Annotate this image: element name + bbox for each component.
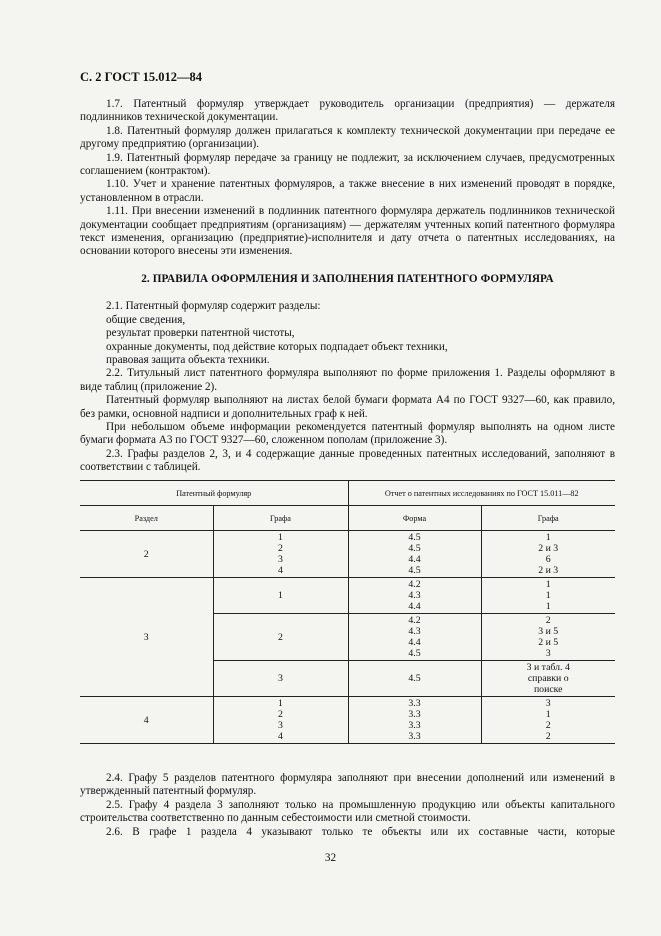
paragraph-1-7: 1.7. Патентный формуляр утверждает руководитель организации (предприятия) — держателя подлинников технической документации.: [80, 98, 615, 124]
cell-value: 2 и 5: [538, 637, 559, 648]
cell-value: 4.4: [408, 637, 421, 648]
paragraph-2-6: 2.6. В графе 1 раздела 4 указывают только те объекты или их составные части, которые: [106, 825, 615, 838]
cell-value: 4.2: [408, 579, 421, 590]
cell-value: 1: [278, 532, 283, 543]
cell-grafa: 1: [213, 578, 348, 614]
cell-value: 1: [545, 532, 551, 543]
list-item: охранные документы, под действие которых подпадает объект техники,: [106, 340, 448, 353]
cell-value: 3: [278, 554, 283, 565]
cell-value: 6: [545, 554, 551, 565]
list-item: правовая защита объекта техники.: [106, 353, 270, 366]
cell-value: 3: [545, 698, 551, 709]
cell-grafa-report: [481, 697, 615, 744]
cell-value: 4: [278, 565, 283, 576]
cell-razdel: 3: [80, 578, 213, 697]
cell-grafa: 3: [213, 661, 348, 697]
paragraph-2-5: 2.5. Графу 4 раздела 3 заполняют только на промышленную продукцию или объекты капитального строительства соответственно по данным себестоимости или сметной стоимости.: [80, 798, 615, 825]
table-row: [80, 697, 615, 744]
cell-value: 3.3: [408, 731, 421, 742]
paragraph-1-10: 1.10. Учет и хранение патентных формуляров, а также внесение в них изменений проводят в порядке, установленном в отрасли.: [80, 178, 615, 204]
cell-value: поиске: [533, 684, 563, 695]
cell-grafa: 2: [213, 614, 348, 661]
cell-value: 4.4: [408, 601, 421, 612]
list-item: общие сведения,: [106, 313, 186, 326]
cell-grafa-report: [481, 531, 615, 578]
cell-value: 4.5: [408, 543, 421, 554]
page-number: 32: [324, 852, 337, 864]
cell-value: 3: [545, 648, 551, 659]
cell-value: 4.4: [408, 554, 421, 565]
paragraph-1-9: 1.9. Патентный формуляр передаче за границу не подлежит, за исключением случаев, предусмотренных соглашением (контрактом).: [80, 151, 615, 178]
col-header-forma: Форма: [348, 506, 481, 531]
mapping-table: [80, 480, 615, 744]
col-header-razdel: Раздел: [80, 506, 213, 531]
cell-value: 1: [545, 590, 551, 601]
cell-value: 2 и 3: [538, 543, 559, 554]
cell-value: 2: [278, 543, 283, 554]
page-header: С. 2 ГОСТ 15.012—84: [80, 70, 203, 84]
cell-value: 2: [278, 709, 283, 720]
paragraph-2-4: 2.4. Графу 5 разделов патентного формуляра заполняют при внесении дополнений или изменений в утвержденный патентный формуляр.: [80, 772, 615, 798]
section-heading: 2. ПРАВИЛА ОФОРМЛЕНИЯ И ЗАПОЛНЕНИЯ ПАТЕНТНОГО ФОРМУЛЯРА: [141, 272, 554, 285]
cell-value: 4.2: [408, 615, 421, 626]
body-text: [80, 98, 615, 475]
table-row: [80, 531, 615, 578]
paragraph-2-3: 2.3. Графы разделов 2, 3, и 4 содержащие данные проведенных патентных исследований, заполняют в соответствии с таблицей.: [80, 447, 615, 474]
group-header-report: Отчет о патентных исследованиях по ГОСТ 15.011—82: [348, 481, 615, 506]
cell-value: 4: [278, 731, 283, 742]
cell-value: 3.3: [408, 720, 421, 731]
cell-value: 3 и 5: [538, 626, 559, 637]
cell-value: 4.5: [408, 532, 421, 543]
cell-value: 1: [545, 601, 551, 612]
col-header-grafa-report: Графа: [481, 506, 615, 531]
group-header-formular: Патентный формуляр: [80, 481, 348, 506]
cell-forma: [348, 614, 481, 661]
paragraph-2-2: 2.2. Титульный лист патентного формуляра выполняют по форме приложения 1. Разделы оформляют в виде таблиц (приложение 2).: [80, 367, 615, 393]
paragraph-1-8: 1.8. Патентный формуляр должен прилагаться к комплекту технической документации при передаче ее другому предприятию (организации).: [80, 124, 615, 151]
cell-forma: [348, 697, 481, 744]
col-header-grafa: Графа: [213, 506, 348, 531]
table-row: [80, 578, 615, 614]
cell-value: 4.3: [408, 590, 421, 601]
paragraph-2-1: 2.1. Патентный формуляр содержит разделы:: [106, 300, 321, 313]
cell-grafa-report: [481, 661, 615, 697]
cell-grafa: [213, 531, 348, 578]
cell-grafa-report: [481, 614, 615, 661]
cell-value: 2: [545, 731, 551, 742]
cell-value: 2: [545, 720, 551, 731]
paragraph-1-11: 1.11. При внесении изменений в подлинник патентного формуляра держатель подлинников технической документации сообщает предприятиям (организациям) — держателям учтенных копий патентного формуляра текст изменения, организацию (предприятие)-исполнителя и дату отчета о патентных исследованиях, на основании которого внесены эти изменения.: [80, 205, 615, 258]
cell-value: 2: [545, 615, 551, 626]
cell-forma: [348, 531, 481, 578]
cell-value: 1: [545, 579, 551, 590]
cell-value: 4.5: [408, 648, 421, 659]
cell-value: 3.3: [408, 709, 421, 720]
cell-forma: [348, 578, 481, 614]
cell-razdel: 2: [80, 531, 213, 578]
list-item: результат проверки патентной чистоты,: [106, 327, 295, 340]
paragraph-format-a4: Патентный формуляр выполняют на листах белой бумаги формата А4 по ГОСТ 9327—60, как правило, без рамки, основной надписи и дополнительных граф к ней.: [80, 394, 615, 420]
body-text-bottom: [80, 772, 615, 839]
cell-grafa-report: [481, 578, 615, 614]
cell-value: 3 и табл. 4: [526, 662, 570, 673]
cell-value: 4.5: [408, 565, 421, 576]
cell-value: 1: [545, 709, 551, 720]
cell-value: 3: [278, 720, 283, 731]
cell-value: 4.3: [408, 626, 421, 637]
cell-grafa: [213, 697, 348, 744]
cell-forma: 4.5: [348, 661, 481, 697]
cell-razdel: 4: [80, 697, 213, 744]
cell-value: справки о: [527, 673, 569, 684]
paragraph-format-a3: При небольшом объеме информации рекомендуется патентный формуляр выполнять на одном листе бумаги формата А3 по ГОСТ 9327—60, сложенном пополам (приложение 3).: [80, 420, 615, 447]
cell-value: 3.3: [408, 698, 421, 709]
cell-value: 1: [278, 698, 283, 709]
cell-value: 2 и 3: [538, 565, 559, 576]
